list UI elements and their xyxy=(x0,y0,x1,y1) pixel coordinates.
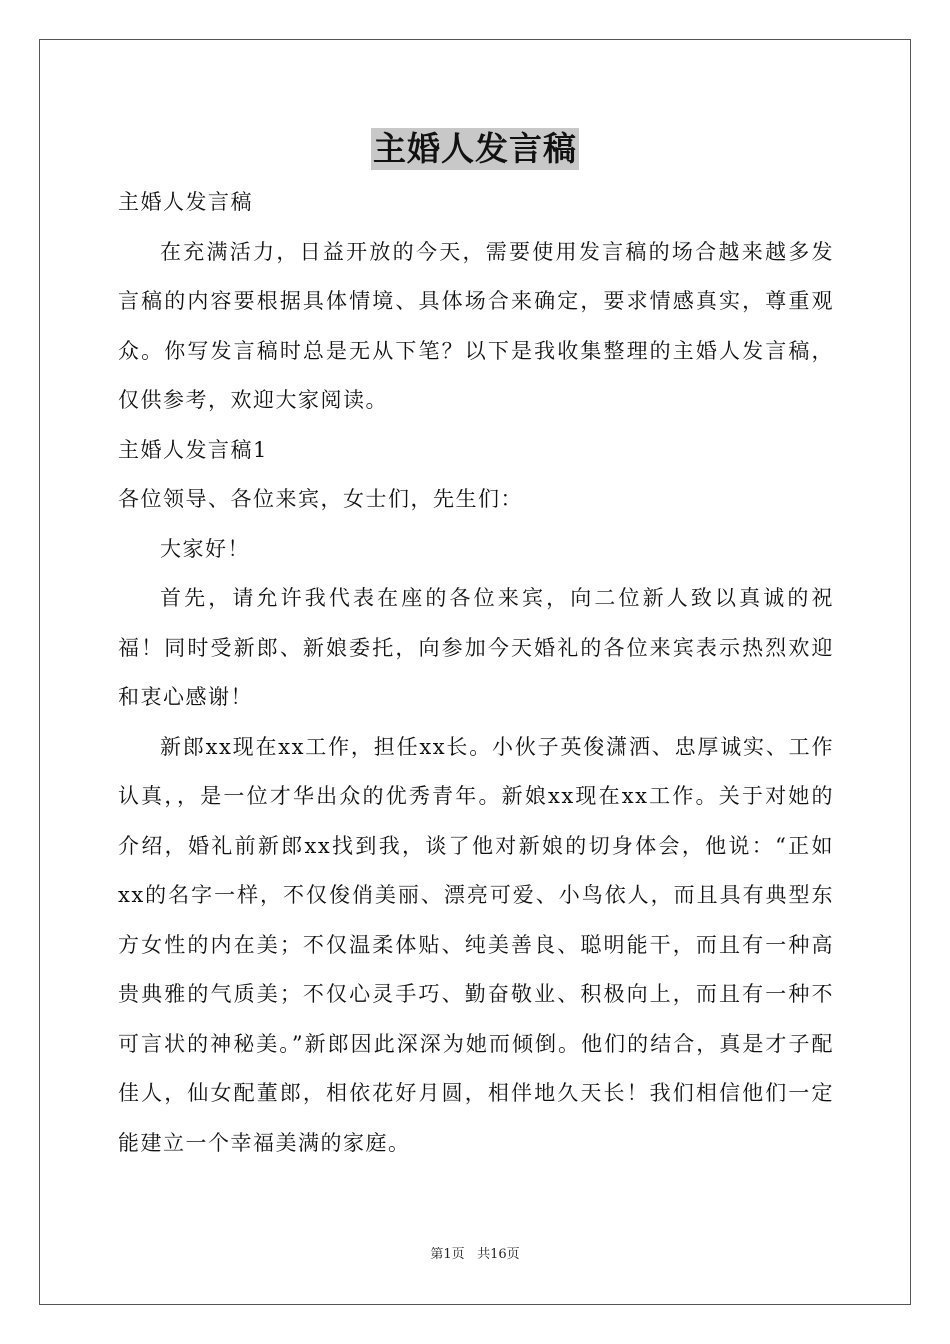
document-body xyxy=(118,178,834,1168)
paragraph: 主婚人发言稿1 xyxy=(118,437,268,462)
paragraph: 大家好！ xyxy=(160,536,250,561)
title-wrap xyxy=(0,128,950,170)
document-title: 主婚人发言稿 xyxy=(373,129,577,168)
page-total: 共16页 xyxy=(477,1247,520,1262)
paragraph: 主婚人发言稿 xyxy=(118,190,253,214)
page-footer xyxy=(0,1246,950,1264)
paragraph: 新郎xx现在xx工作，担任xx长。小伙子英俊潇洒、忠厚诚实、工作认真，，是一位才华出众的优秀青年。新娘xx现在xx工作。关于对她的介绍，婚礼前新郎xx找到我，谈了他对新娘的切身体会，他说：“正如xx的名字一样，不仅俊俏美丽、漂亮可爱、小鸟依人，而且具有典型东方女性的内在美；不仅温柔体贴、纯美善良、聪明能干，而且有一种高贵典雅的气质美；不仅心灵手巧、勤奋敬业、积极向上，而且有一种不可言状的神秘美。”新郎因此深深为她而倾倒。他们的结合，真是才子配佳人，仙女配董郎，相依花好月圆，相伴地久天长！我们相信他们一定能建立一个幸福美满的家庭。 xyxy=(118,734,834,1155)
page-number: 第1页 xyxy=(430,1247,465,1262)
paragraph: 首先，请允许我代表在座的各位来宾，向二位新人致以真诚的祝福！同时受新郎、新娘委托，向参加今天婚礼的各位来宾表示热烈欢迎和衷心感谢！ xyxy=(118,586,834,709)
paragraph: 各位领导、各位来宾，女士们，先生们： xyxy=(118,487,523,511)
paragraph: 在充满活力，日益开放的今天，需要使用发言稿的场合越来越多发言稿的内容要根据具体情境、具体场合来确定，要求情感真实，尊重观众。你写发言稿时总是无从下笔？以下是我收集整理的主婚人发言稿，仅供参考，欢迎大家阅读。 xyxy=(118,239,834,412)
